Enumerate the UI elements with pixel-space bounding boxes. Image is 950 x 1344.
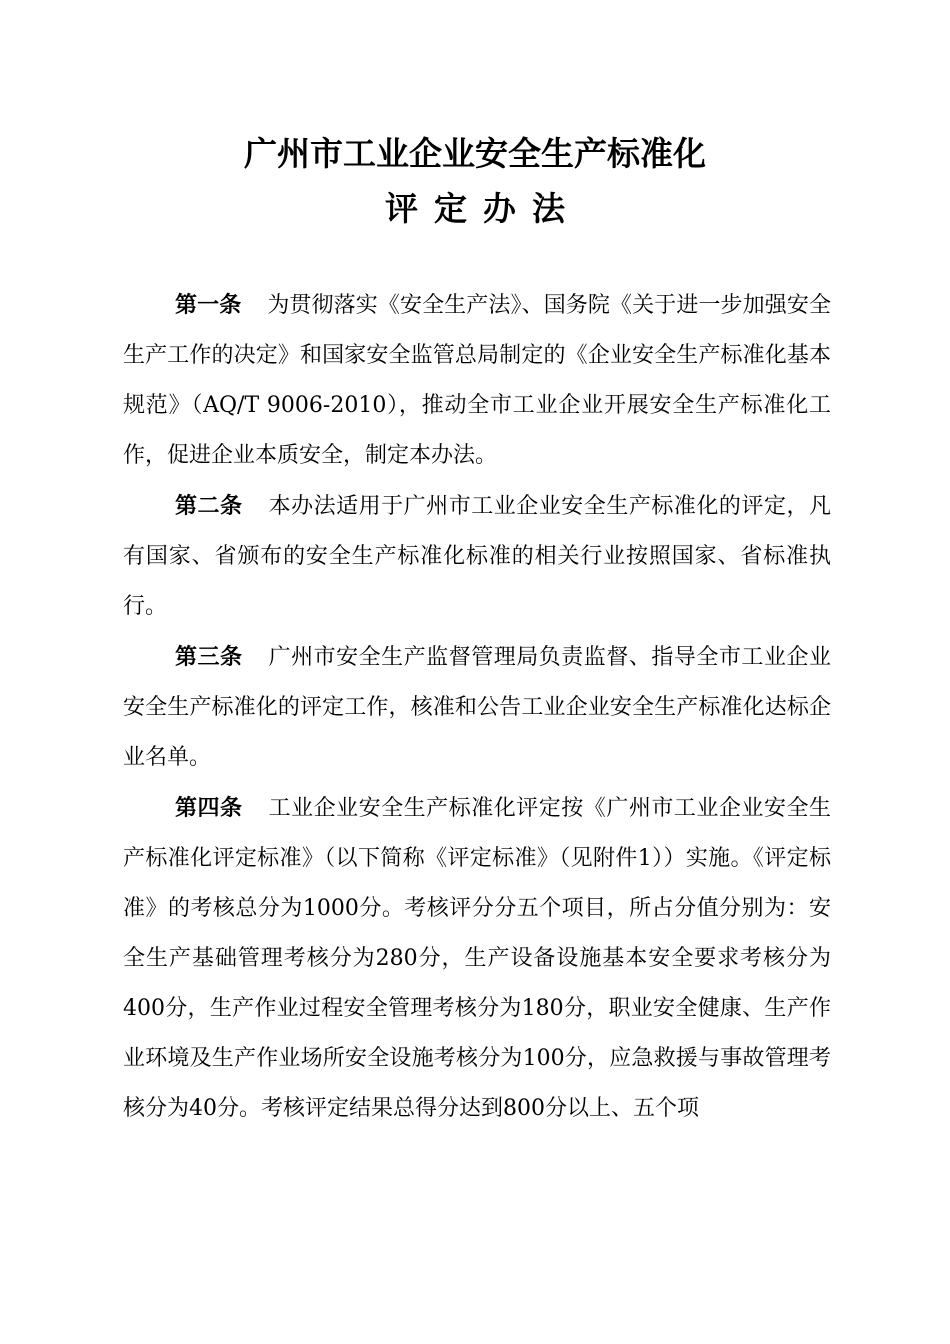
article-text: 本办法适用于广州市工业企业安全生产标准化的评定，凡有国家、省颁布的安全生产标准化标准的相关行业按照国家、省标准执行。 <box>123 494 831 619</box>
document-title: 广州市工业企业安全生产标准化 <box>244 134 706 173</box>
article-text: 广州市安全生产监督管理局负责监督、指导全市工业企业安全生产标准化的评定工作，核准和公告工业企业安全生产标准化达标企业名单。 <box>123 645 831 770</box>
article-label: 第一条 <box>175 292 242 318</box>
article-label: 第二条 <box>175 493 243 519</box>
document-subtitle: 评定办法 <box>385 189 581 228</box>
article-2 <box>123 481 831 632</box>
article-4 <box>123 783 831 1134</box>
article-text: 为贯彻落实《安全生产法》、国务院《关于进一步加强安全生产工作的决定》和国家安全监管总局制定的《企业安全生产标准化基本规范》（AQ/T 9006-2010），推动全市工业企业开展安全生产标准化工作，促进企业本质安全，制定本办法。 <box>123 293 831 468</box>
document-body <box>123 280 831 1134</box>
article-1 <box>123 280 831 481</box>
article-text: 工业企业安全生产标准化评定按《广州市工业企业安全生产标准化评定标准》（以下简称《评定标准》（见附件1））实施。《评定标准》的考核总分为1000分。考核评分分五个项目，所占分值分别为：安全生产基础管理考核分为280分，生产设备设施基本安全要求考核分为400分，生产作业过程安全管理考核分为180分，职业安全健康、生产作业环境及生产作业场所安全设施考核分为100分，应急救援与事故管理考核分为40分。考核评定结果总得分达到800分以上、五个项 <box>123 796 831 1121</box>
article-3 <box>123 632 831 783</box>
article-label: 第四条 <box>175 795 243 821</box>
article-label: 第三条 <box>175 644 243 670</box>
